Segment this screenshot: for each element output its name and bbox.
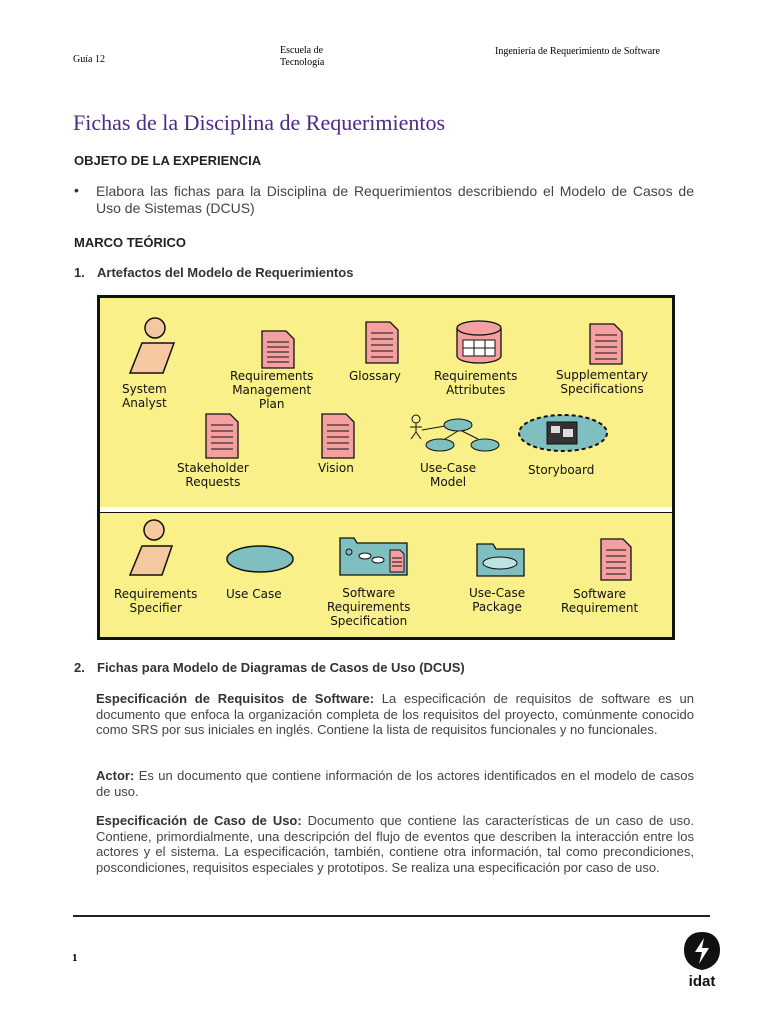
label-supp-spec: Supplementary Specifications <box>556 368 648 396</box>
header-guide: Guía 12 <box>73 54 105 65</box>
objeto-bullet: Elabora las fichas para la Disciplina de Requerimientos describiendo el Modelo de Casos de Uso de Sistemas (DCUS) <box>96 183 694 216</box>
paragraph-srs-text: La especificación de requisitos de software es un documento que enfoca la organización completa de los requisitos del proyecto, comúnmente conocido como SRS por sus iniciales en inglés. Contiene la lista de requisitos funcionales y no funcionales. <box>96 691 694 737</box>
use-case-model-icon <box>410 415 499 451</box>
paragraph-srs-term: Especificación de Requisitos de Software: <box>96 691 375 706</box>
paragraph-srs <box>96 691 694 738</box>
paragraph-actor-term: Actor: <box>96 768 135 783</box>
vision-icon <box>322 414 354 458</box>
system-analyst-icon <box>130 318 174 373</box>
glossary-icon <box>366 322 398 363</box>
uc-package-icon <box>477 544 524 576</box>
label-storyboard: Storyboard <box>528 463 595 477</box>
paragraph-ucs-text: Documento que contiene las características de un caso de uso. Contiene, primordialmente, una descripción del flujo de eventos que describen la interacción entre los actores y el sistema. La especificación, también, contiene otra información, tal como precondiciones, poscondiciones, requisitos especiales y prototipos. Se realiza una especificación por caso de uso. <box>96 813 694 875</box>
header-course: Ingeniería de Requerimiento de Software <box>495 46 660 57</box>
idat-logo-icon <box>680 930 724 972</box>
label-software-requirement: Software Requirement <box>561 587 639 615</box>
item1-number: 1. <box>74 265 85 280</box>
paragraph-actor-text: Es un documento que contiene información de los actores identificados en el modelo de casos de uso. <box>96 768 694 799</box>
label-vision: Vision <box>318 461 354 475</box>
supp-spec-icon <box>590 324 622 364</box>
label-req-mgmt-plan: Requirements Management Plan <box>230 369 314 411</box>
bullet-dot: • <box>74 182 79 198</box>
diagram-separator-line <box>100 512 672 513</box>
item1-label: Artefactos del Modelo de Requerimientos <box>97 265 354 280</box>
label-use-case: Use Case <box>226 587 282 601</box>
marco-heading: MARCO TEÓRICO <box>74 235 186 250</box>
page-number: 1 <box>72 952 78 964</box>
footer-rule <box>73 915 710 917</box>
idat-logo-text: idat <box>688 973 716 990</box>
header-school <box>280 45 324 69</box>
req-specifier-icon <box>130 520 172 575</box>
label-uc-package: Use-Case Package <box>469 586 526 614</box>
item2-number: 2. <box>74 660 85 675</box>
paragraph-use-case-spec <box>96 813 694 875</box>
label-srs: Software Requirements Specification <box>327 586 411 628</box>
label-system-analyst: System Analyst <box>122 382 167 410</box>
paragraph-actor <box>96 768 694 799</box>
page-title: Fichas de la Disciplina de Requerimientos <box>73 110 446 135</box>
req-attributes-icon <box>457 321 501 363</box>
label-req-specifier: Requirements Specifier <box>114 587 198 615</box>
header-school-line1: Escuela de <box>280 45 324 56</box>
label-glossary: Glossary <box>349 369 401 383</box>
header-school-line2: Tecnología <box>280 57 325 68</box>
use-case-icon <box>227 546 293 572</box>
paragraph-ucs-term: Especificación de Caso de Uso: <box>96 813 302 828</box>
label-use-case-model: Use-Case Model <box>420 461 477 489</box>
req-mgmt-plan-icon <box>262 331 294 368</box>
software-requirement-icon <box>601 539 631 580</box>
stakeholder-requests-icon <box>206 414 238 458</box>
requirements-artifacts-diagram <box>97 295 675 640</box>
item2-label: Fichas para Modelo de Diagramas de Casos de Uso (DCUS) <box>97 660 465 675</box>
storyboard-icon <box>519 415 607 451</box>
label-stakeholder-requests: Stakeholder Requests <box>177 461 249 489</box>
idat-logo <box>680 930 724 990</box>
label-req-attributes: Requirements Attributes <box>434 369 518 397</box>
srs-icon <box>340 538 407 575</box>
objeto-heading: OBJETO DE LA EXPERIENCIA <box>74 153 262 168</box>
